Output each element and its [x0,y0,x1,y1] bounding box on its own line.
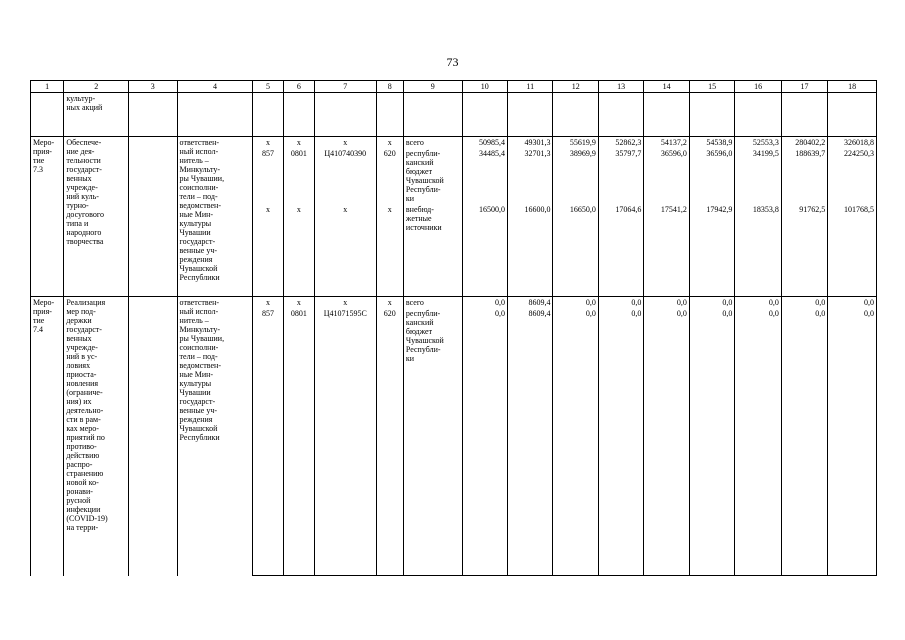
amount-cell: 0,0 [462,296,507,308]
amount-cell: 17541,2 [644,204,689,296]
amount-cell: 280402,2 [781,137,827,149]
event-number: Меро- прия- тие 7.4 [31,296,64,576]
amount-cell: 0,0 [598,296,643,308]
column-number-14: 14 [644,81,689,93]
carry-over-text: культур- ных акций [64,93,129,137]
section-code: 0801 [283,308,314,576]
column-number-10: 10 [462,81,507,93]
amount-cell: 16650,0 [553,204,598,296]
section-code: x [283,204,314,296]
grbs-code: 857 [253,148,283,204]
expense-type-code: x [376,137,403,149]
amount-cell: 0,0 [644,296,689,308]
amount-cell: 55619,9 [553,137,598,149]
empty-cell [129,137,178,297]
responsible-executor: ответствен- ный испол- нитель – Минкульту- ры Чувашии, соисполни- тели – под- ведомствен- ные Мин- культуры Чувашии государст- венные уч- реждения Чувашской Республики [177,137,253,297]
table-row [31,137,877,149]
expense-type-code: x [376,204,403,296]
amount-cell: 54538,9 [689,137,734,149]
funding-source: всего [403,137,462,149]
amount-cell: 8609,4 [507,308,552,576]
amount-cell: 0,0 [598,308,643,576]
grbs-code: 857 [253,308,283,576]
target-article-code: Ц41071595С [314,308,376,576]
amount-cell: 0,0 [553,308,598,576]
target-article-code: x [314,204,376,296]
column-number-3: 3 [129,81,178,93]
amount-cell: 326018,8 [828,137,877,149]
program-table [30,80,877,576]
column-number-4: 4 [177,81,253,93]
amount-cell: 36596,0 [689,148,734,204]
column-number-16: 16 [735,81,781,93]
amount-cell: 0,0 [735,308,781,576]
amount-cell: 224250,3 [828,148,877,204]
amount-cell: 54137,2 [644,137,689,149]
amount-cell: 0,0 [689,296,734,308]
funding-source: внебюд- жетные источники [403,204,462,296]
column-number-6: 6 [283,81,314,93]
expense-type-code: 620 [376,148,403,204]
amount-cell: 0,0 [781,308,827,576]
amount-cell: 101768,5 [828,204,877,296]
amount-cell: 34485,4 [462,148,507,204]
amount-cell: 52862,3 [598,137,643,149]
amount-cell: 8609,4 [507,296,552,308]
funding-source: всего [403,296,462,308]
amount-cell: 0,0 [462,308,507,576]
column-number-17: 17 [781,81,827,93]
column-number-13: 13 [598,81,643,93]
grbs-code: x [253,296,283,308]
column-number-12: 12 [553,81,598,93]
event-number: Меро- прия- тие 7.3 [31,137,64,297]
expense-type-code: x [376,296,403,308]
amount-cell: 17942,9 [689,204,734,296]
amount-cell: 36596,0 [644,148,689,204]
empty-cell [129,296,178,576]
amount-cell: 16500,0 [462,204,507,296]
target-article-code: Ц410740390 [314,148,376,204]
amount-cell: 0,0 [828,308,877,576]
section-code: x [283,296,314,308]
amount-cell: 52553,3 [735,137,781,149]
column-number-2: 2 [64,81,129,93]
event-name: Обеспече- ние дея- тельности государст- венных учрежде- ний куль- турно- досугового типа и народного творчества [64,137,129,297]
amount-cell: 16600,0 [507,204,552,296]
amount-cell: 91762,5 [781,204,827,296]
amount-cell: 0,0 [553,296,598,308]
section-code: 0801 [283,148,314,204]
column-number-5: 5 [253,81,283,93]
amount-cell: 0,0 [689,308,734,576]
amount-cell: 17064,6 [598,204,643,296]
amount-cell: 0,0 [828,296,877,308]
table-row [31,296,877,308]
event-name: Реализация мер под- держки государст- венных учрежде- ний в ус- ловиях приоста- новления (ограниче- ния) их деятельно- сти в рам- ках меро- приятий по противо- действию распро- странению новой ко- ронави- русной инфекции (COVID-19) на терри- [64,296,129,576]
amount-cell: 34199,5 [735,148,781,204]
section-code: x [283,137,314,149]
funding-source: республи- канский бюджет Чувашской Республи- ки [403,148,462,204]
amount-cell: 18353,8 [735,204,781,296]
page-number: 73 [446,55,459,69]
column-number-8: 8 [376,81,403,93]
column-number-11: 11 [507,81,552,93]
expense-type-code: 620 [376,308,403,576]
amount-cell: 188639,7 [781,148,827,204]
column-number-15: 15 [689,81,734,93]
amount-cell: 38969,9 [553,148,598,204]
carry-over-row [31,93,877,137]
column-number-7: 7 [314,81,376,93]
amount-cell: 32701,3 [507,148,552,204]
funding-source: республи- канский бюджет Чувашской Республи- ки [403,308,462,576]
amount-cell: 0,0 [644,308,689,576]
grbs-code: x [253,137,283,149]
target-article-code: x [314,137,376,149]
column-number-9: 9 [403,81,462,93]
target-article-code: x [314,296,376,308]
amount-cell: 35797,7 [598,148,643,204]
column-number-18: 18 [828,81,877,93]
amount-cell: 0,0 [781,296,827,308]
responsible-executor: ответствен- ный испол- нитель – Минкульту- ры Чувашии, соисполни- тели – под- ведомствен- ные Мин- культуры Чувашии государст- венные уч- реждения Чувашской Республики [177,296,253,576]
header-row [31,81,877,93]
amount-cell: 0,0 [735,296,781,308]
grbs-code: x [253,204,283,296]
amount-cell: 49301,3 [507,137,552,149]
column-number-1: 1 [31,81,64,93]
amount-cell: 50985,4 [462,137,507,149]
